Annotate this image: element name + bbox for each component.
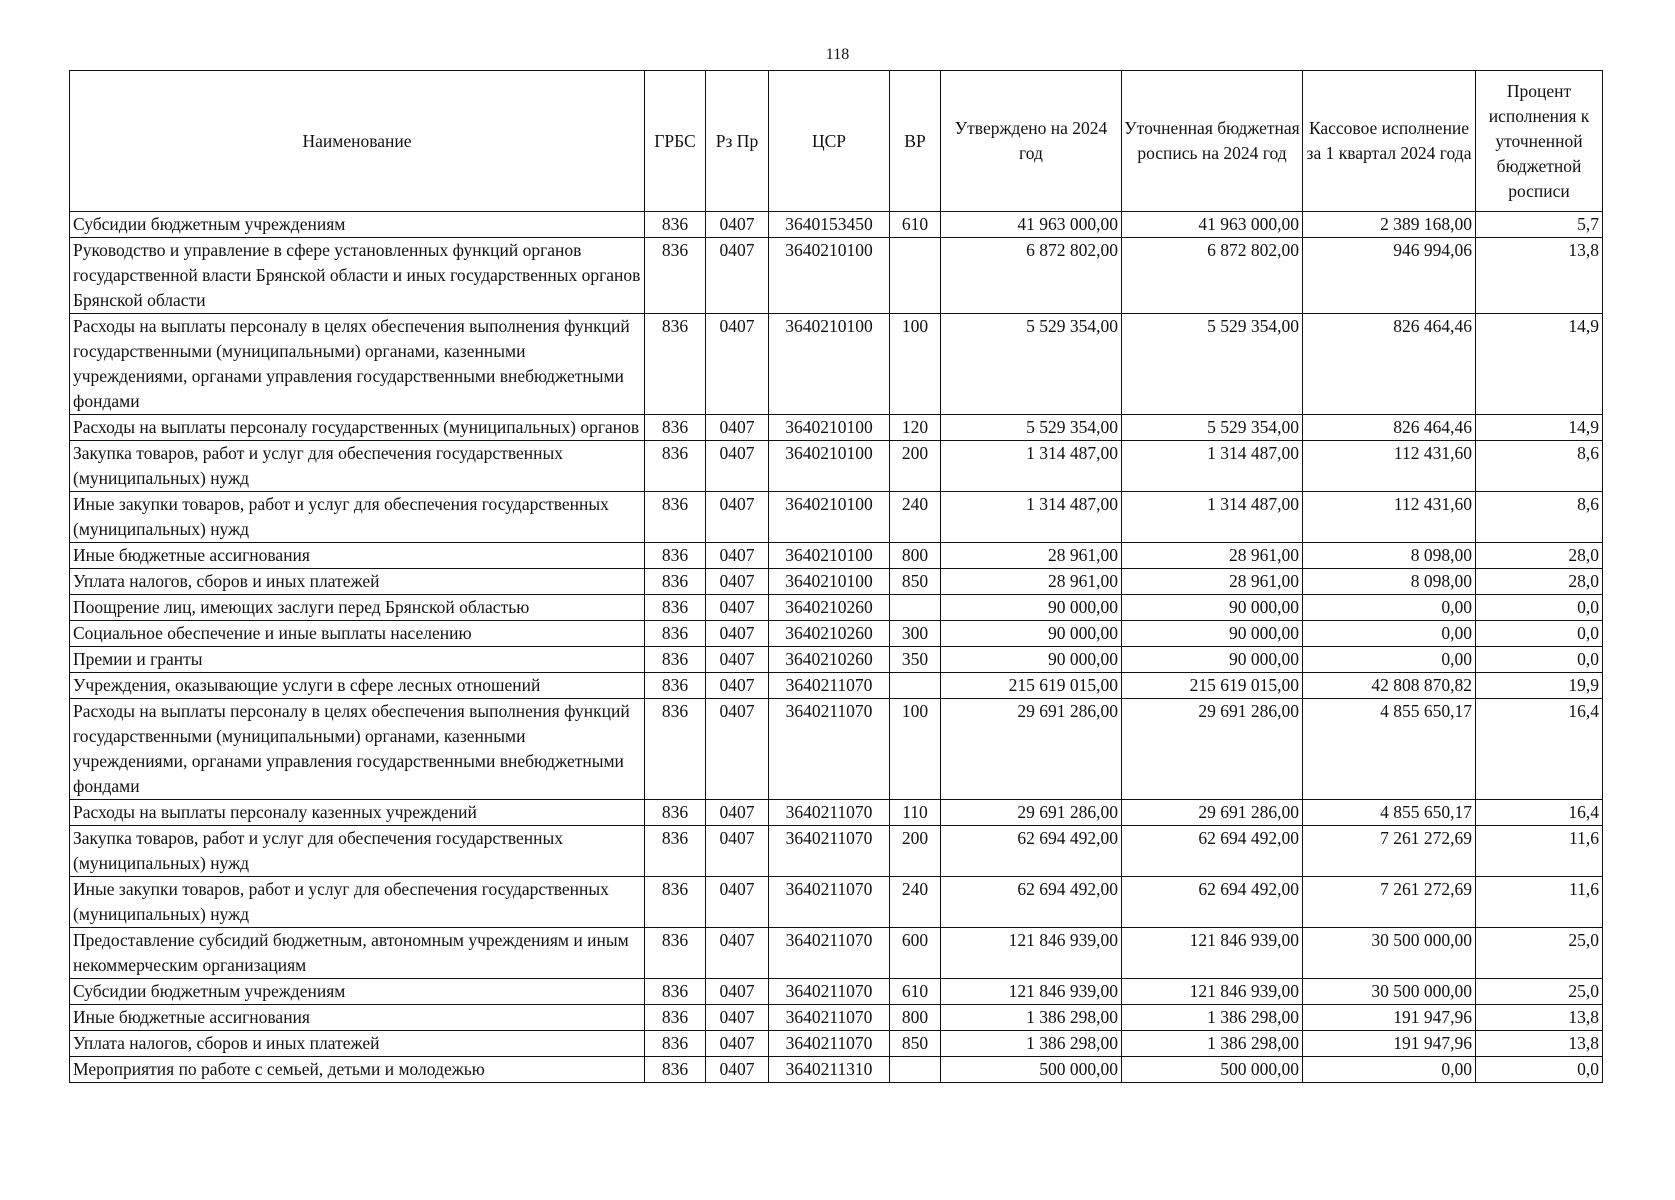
cell-refined: 41 963 000,00 xyxy=(1122,212,1303,238)
cell-approved: 29 691 286,00 xyxy=(941,800,1122,826)
cell-approved: 29 691 286,00 xyxy=(941,699,1122,800)
cell-approved: 90 000,00 xyxy=(941,647,1122,673)
cell-vr: 610 xyxy=(890,212,941,238)
table-row xyxy=(70,877,1603,928)
cell-name: Расходы на выплаты персоналу в целях обеспечения выполнения функций государственными (муниципальными) органами, казенными учреждениями, органами управления государственными внебюджетными фондами xyxy=(70,699,645,800)
cell-cash: 7 261 272,69 xyxy=(1303,877,1476,928)
cell-vr: 240 xyxy=(890,492,941,543)
cell-grbs: 836 xyxy=(645,492,706,543)
cell-vr: 300 xyxy=(890,621,941,647)
cell-percent: 0,0 xyxy=(1476,595,1603,621)
cell-rzpr: 0407 xyxy=(706,212,769,238)
cell-name: Расходы на выплаты персоналу государственных (муниципальных) органов xyxy=(70,415,645,441)
cell-percent: 8,6 xyxy=(1476,441,1603,492)
cell-csr: 3640210100 xyxy=(769,314,890,415)
cell-cash: 191 947,96 xyxy=(1303,1031,1476,1057)
cell-csr: 3640210100 xyxy=(769,441,890,492)
cell-name: Уплата налогов, сборов и иных платежей xyxy=(70,569,645,595)
cell-rzpr: 0407 xyxy=(706,569,769,595)
cell-cash: 7 261 272,69 xyxy=(1303,826,1476,877)
cell-approved: 500 000,00 xyxy=(941,1057,1122,1083)
cell-refined: 29 691 286,00 xyxy=(1122,699,1303,800)
cell-rzpr: 0407 xyxy=(706,543,769,569)
cell-approved: 90 000,00 xyxy=(941,595,1122,621)
cell-cash: 112 431,60 xyxy=(1303,441,1476,492)
cell-grbs: 836 xyxy=(645,800,706,826)
table-row xyxy=(70,800,1603,826)
cell-name: Иные бюджетные ассигнования xyxy=(70,1005,645,1031)
cell-csr: 3640211070 xyxy=(769,979,890,1005)
cell-refined: 5 529 354,00 xyxy=(1122,314,1303,415)
cell-csr: 3640211310 xyxy=(769,1057,890,1083)
cell-rzpr: 0407 xyxy=(706,928,769,979)
header-approved: Утверждено на 2024 год xyxy=(941,71,1122,212)
cell-name: Мероприятия по работе с семьей, детьми и молодежью xyxy=(70,1057,645,1083)
header-percent: Процент исполнения к уточненной бюджетной росписи xyxy=(1476,71,1603,212)
table-row xyxy=(70,238,1603,314)
cell-csr: 3640211070 xyxy=(769,1005,890,1031)
cell-cash: 30 500 000,00 xyxy=(1303,928,1476,979)
cell-cash: 826 464,46 xyxy=(1303,314,1476,415)
cell-vr: 110 xyxy=(890,800,941,826)
cell-refined: 500 000,00 xyxy=(1122,1057,1303,1083)
cell-approved: 1 314 487,00 xyxy=(941,492,1122,543)
cell-name: Иные закупки товаров, работ и услуг для обеспечения государственных (муниципальных) нужд xyxy=(70,877,645,928)
cell-percent: 16,4 xyxy=(1476,800,1603,826)
cell-cash: 826 464,46 xyxy=(1303,415,1476,441)
cell-grbs: 836 xyxy=(645,314,706,415)
header-vr: ВР xyxy=(890,71,941,212)
table-row xyxy=(70,595,1603,621)
cell-cash: 8 098,00 xyxy=(1303,569,1476,595)
cell-vr: 610 xyxy=(890,979,941,1005)
header-row xyxy=(70,71,1603,212)
cell-refined: 1 386 298,00 xyxy=(1122,1031,1303,1057)
cell-grbs: 836 xyxy=(645,1057,706,1083)
cell-approved: 1 386 298,00 xyxy=(941,1005,1122,1031)
cell-csr: 3640210100 xyxy=(769,543,890,569)
cell-refined: 90 000,00 xyxy=(1122,595,1303,621)
cell-refined: 29 691 286,00 xyxy=(1122,800,1303,826)
cell-grbs: 836 xyxy=(645,699,706,800)
cell-cash: 4 855 650,17 xyxy=(1303,699,1476,800)
cell-csr: 3640211070 xyxy=(769,877,890,928)
cell-cash: 2 389 168,00 xyxy=(1303,212,1476,238)
header-csr: ЦСР xyxy=(769,71,890,212)
cell-approved: 62 694 492,00 xyxy=(941,826,1122,877)
cell-vr xyxy=(890,238,941,314)
cell-refined: 121 846 939,00 xyxy=(1122,979,1303,1005)
cell-name: Субсидии бюджетным учреждениям xyxy=(70,979,645,1005)
table-row xyxy=(70,441,1603,492)
cell-name: Премии и гранты xyxy=(70,647,645,673)
table-row xyxy=(70,492,1603,543)
cell-percent: 19,9 xyxy=(1476,673,1603,699)
cell-cash: 8 098,00 xyxy=(1303,543,1476,569)
cell-approved: 6 872 802,00 xyxy=(941,238,1122,314)
cell-percent: 28,0 xyxy=(1476,543,1603,569)
cell-approved: 90 000,00 xyxy=(941,621,1122,647)
cell-rzpr: 0407 xyxy=(706,415,769,441)
cell-cash: 0,00 xyxy=(1303,595,1476,621)
budget-table xyxy=(69,70,1603,1083)
cell-grbs: 836 xyxy=(645,415,706,441)
cell-cash: 0,00 xyxy=(1303,1057,1476,1083)
cell-name: Иные бюджетные ассигнования xyxy=(70,543,645,569)
cell-csr: 3640211070 xyxy=(769,826,890,877)
table-row xyxy=(70,928,1603,979)
cell-vr: 100 xyxy=(890,314,941,415)
cell-refined: 62 694 492,00 xyxy=(1122,877,1303,928)
cell-approved: 121 846 939,00 xyxy=(941,928,1122,979)
cell-percent: 11,6 xyxy=(1476,877,1603,928)
cell-csr: 3640210100 xyxy=(769,569,890,595)
cell-csr: 3640211070 xyxy=(769,699,890,800)
cell-percent: 13,8 xyxy=(1476,1005,1603,1031)
cell-grbs: 836 xyxy=(645,212,706,238)
cell-rzpr: 0407 xyxy=(706,595,769,621)
cell-vr: 100 xyxy=(890,699,941,800)
cell-refined: 28 961,00 xyxy=(1122,543,1303,569)
header-refined: Уточненная бюджетная роспись на 2024 год xyxy=(1122,71,1303,212)
cell-grbs: 836 xyxy=(645,595,706,621)
table-row xyxy=(70,415,1603,441)
cell-csr: 3640211070 xyxy=(769,673,890,699)
cell-csr: 3640210260 xyxy=(769,621,890,647)
cell-name: Предоставление субсидий бюджетным, автономным учреждениям и иным некоммерческим организациям xyxy=(70,928,645,979)
cell-approved: 28 961,00 xyxy=(941,569,1122,595)
cell-rzpr: 0407 xyxy=(706,979,769,1005)
cell-csr: 3640210260 xyxy=(769,647,890,673)
cell-name: Расходы на выплаты персоналу в целях обеспечения выполнения функций государственными (муниципальными) органами, казенными учреждениями, органами управления государственными внебюджетными фондами xyxy=(70,314,645,415)
cell-rzpr: 0407 xyxy=(706,647,769,673)
cell-rzpr: 0407 xyxy=(706,1057,769,1083)
cell-name: Субсидии бюджетным учреждениям xyxy=(70,212,645,238)
cell-percent: 13,8 xyxy=(1476,238,1603,314)
cell-refined: 90 000,00 xyxy=(1122,621,1303,647)
cell-cash: 42 808 870,82 xyxy=(1303,673,1476,699)
cell-rzpr: 0407 xyxy=(706,441,769,492)
cell-name: Уплата налогов, сборов и иных платежей xyxy=(70,1031,645,1057)
cell-vr: 350 xyxy=(890,647,941,673)
table-row xyxy=(70,1057,1603,1083)
cell-grbs: 836 xyxy=(645,979,706,1005)
cell-percent: 25,0 xyxy=(1476,979,1603,1005)
header-rzpr: Рз Пр xyxy=(706,71,769,212)
cell-vr: 240 xyxy=(890,877,941,928)
cell-vr xyxy=(890,1057,941,1083)
cell-grbs: 836 xyxy=(645,1031,706,1057)
cell-approved: 62 694 492,00 xyxy=(941,877,1122,928)
cell-approved: 1 314 487,00 xyxy=(941,441,1122,492)
table-row xyxy=(70,212,1603,238)
cell-approved: 5 529 354,00 xyxy=(941,314,1122,415)
cell-grbs: 836 xyxy=(645,238,706,314)
cell-percent: 13,8 xyxy=(1476,1031,1603,1057)
cell-name: Расходы на выплаты персоналу казенных учреждений xyxy=(70,800,645,826)
header-name: Наименование xyxy=(70,71,645,212)
cell-cash: 946 994,06 xyxy=(1303,238,1476,314)
cell-rzpr: 0407 xyxy=(706,699,769,800)
cell-percent: 0,0 xyxy=(1476,1057,1603,1083)
cell-refined: 1 314 487,00 xyxy=(1122,492,1303,543)
cell-approved: 121 846 939,00 xyxy=(941,979,1122,1005)
table-row xyxy=(70,314,1603,415)
cell-approved: 28 961,00 xyxy=(941,543,1122,569)
table-header xyxy=(70,71,1603,212)
cell-name: Руководство и управление в сфере установленных функций органов государственной власти Брянской области и иных государственных органов Брянской области xyxy=(70,238,645,314)
cell-percent: 5,7 xyxy=(1476,212,1603,238)
cell-refined: 1 314 487,00 xyxy=(1122,441,1303,492)
cell-rzpr: 0407 xyxy=(706,1031,769,1057)
cell-approved: 215 619 015,00 xyxy=(941,673,1122,699)
cell-name: Социальное обеспечение и иные выплаты населению xyxy=(70,621,645,647)
cell-percent: 28,0 xyxy=(1476,569,1603,595)
cell-name: Иные закупки товаров, работ и услуг для обеспечения государственных (муниципальных) нужд xyxy=(70,492,645,543)
cell-rzpr: 0407 xyxy=(706,1005,769,1031)
cell-grbs: 836 xyxy=(645,877,706,928)
cell-refined: 90 000,00 xyxy=(1122,647,1303,673)
cell-vr: 800 xyxy=(890,1005,941,1031)
cell-csr: 3640211070 xyxy=(769,1031,890,1057)
cell-csr: 3640211070 xyxy=(769,800,890,826)
cell-vr: 850 xyxy=(890,569,941,595)
cell-cash: 0,00 xyxy=(1303,621,1476,647)
cell-percent: 16,4 xyxy=(1476,699,1603,800)
cell-csr: 3640153450 xyxy=(769,212,890,238)
cell-rzpr: 0407 xyxy=(706,826,769,877)
table-row xyxy=(70,673,1603,699)
table-row xyxy=(70,1005,1603,1031)
cell-name: Закупка товаров, работ и услуг для обеспечения государственных (муниципальных) нужд xyxy=(70,441,645,492)
table-row xyxy=(70,543,1603,569)
cell-grbs: 836 xyxy=(645,543,706,569)
cell-vr: 200 xyxy=(890,826,941,877)
cell-name: Учреждения, оказывающие услуги в сфере лесных отношений xyxy=(70,673,645,699)
cell-csr: 3640210100 xyxy=(769,492,890,543)
cell-vr: 800 xyxy=(890,543,941,569)
cell-cash: 0,00 xyxy=(1303,647,1476,673)
cell-vr: 200 xyxy=(890,441,941,492)
cell-grbs: 836 xyxy=(645,928,706,979)
cell-cash: 191 947,96 xyxy=(1303,1005,1476,1031)
cell-grbs: 836 xyxy=(645,673,706,699)
table-row xyxy=(70,826,1603,877)
cell-percent: 14,9 xyxy=(1476,415,1603,441)
cell-vr: 600 xyxy=(890,928,941,979)
cell-refined: 121 846 939,00 xyxy=(1122,928,1303,979)
cell-name: Поощрение лиц, имеющих заслуги перед Брянской областью xyxy=(70,595,645,621)
cell-percent: 25,0 xyxy=(1476,928,1603,979)
table-body xyxy=(70,212,1603,1083)
cell-vr: 850 xyxy=(890,1031,941,1057)
cell-approved: 1 386 298,00 xyxy=(941,1031,1122,1057)
cell-grbs: 836 xyxy=(645,647,706,673)
cell-grbs: 836 xyxy=(645,826,706,877)
cell-grbs: 836 xyxy=(645,569,706,595)
cell-percent: 11,6 xyxy=(1476,826,1603,877)
cell-percent: 0,0 xyxy=(1476,647,1603,673)
cell-rzpr: 0407 xyxy=(706,238,769,314)
cell-rzpr: 0407 xyxy=(706,800,769,826)
header-cash: Кассовое исполнение за 1 квартал 2024 года xyxy=(1303,71,1476,212)
cell-vr xyxy=(890,595,941,621)
table-row xyxy=(70,1031,1603,1057)
cell-grbs: 836 xyxy=(645,441,706,492)
cell-csr: 3640210100 xyxy=(769,238,890,314)
table-row xyxy=(70,621,1603,647)
cell-approved: 5 529 354,00 xyxy=(941,415,1122,441)
cell-grbs: 836 xyxy=(645,1005,706,1031)
cell-percent: 14,9 xyxy=(1476,314,1603,415)
cell-rzpr: 0407 xyxy=(706,314,769,415)
cell-vr xyxy=(890,673,941,699)
cell-refined: 1 386 298,00 xyxy=(1122,1005,1303,1031)
cell-refined: 6 872 802,00 xyxy=(1122,238,1303,314)
table-row xyxy=(70,647,1603,673)
cell-vr: 120 xyxy=(890,415,941,441)
table-row xyxy=(70,699,1603,800)
cell-rzpr: 0407 xyxy=(706,877,769,928)
table-row xyxy=(70,569,1603,595)
cell-rzpr: 0407 xyxy=(706,492,769,543)
cell-refined: 62 694 492,00 xyxy=(1122,826,1303,877)
cell-rzpr: 0407 xyxy=(706,621,769,647)
cell-refined: 5 529 354,00 xyxy=(1122,415,1303,441)
cell-percent: 0,0 xyxy=(1476,621,1603,647)
cell-refined: 215 619 015,00 xyxy=(1122,673,1303,699)
cell-csr: 3640210260 xyxy=(769,595,890,621)
page-number: 118 xyxy=(825,46,850,63)
header-grbs: ГРБС xyxy=(645,71,706,212)
cell-cash: 4 855 650,17 xyxy=(1303,800,1476,826)
cell-cash: 30 500 000,00 xyxy=(1303,979,1476,1005)
cell-csr: 3640210100 xyxy=(769,415,890,441)
cell-name: Закупка товаров, работ и услуг для обеспечения государственных (муниципальных) нужд xyxy=(70,826,645,877)
cell-grbs: 836 xyxy=(645,621,706,647)
cell-refined: 28 961,00 xyxy=(1122,569,1303,595)
cell-percent: 8,6 xyxy=(1476,492,1603,543)
cell-cash: 112 431,60 xyxy=(1303,492,1476,543)
cell-csr: 3640211070 xyxy=(769,928,890,979)
table-row xyxy=(70,979,1603,1005)
cell-approved: 41 963 000,00 xyxy=(941,212,1122,238)
cell-rzpr: 0407 xyxy=(706,673,769,699)
